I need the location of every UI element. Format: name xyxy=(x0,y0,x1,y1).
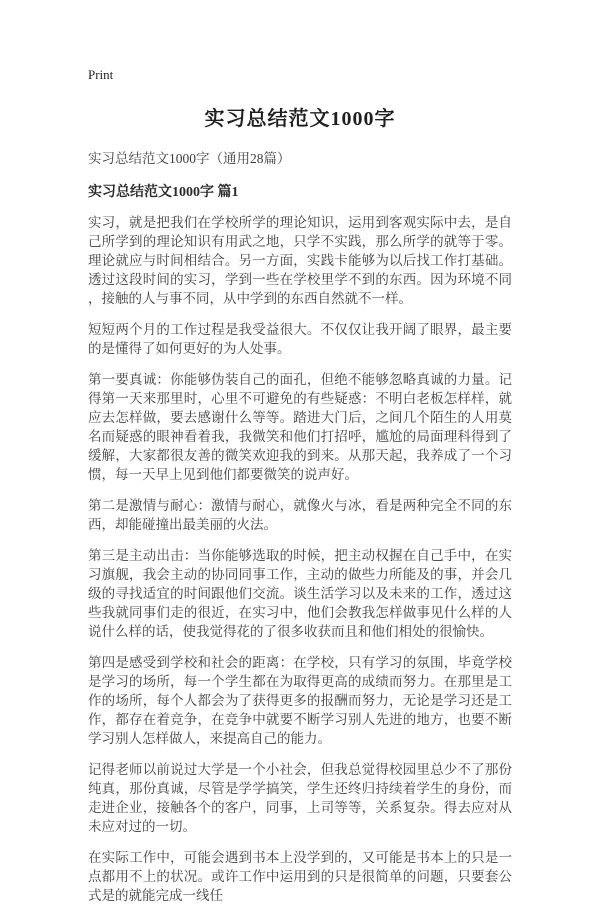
paragraph: 记得老师以前说过大学是一个小社会，但我总觉得校园里总少不了那份纯真，那份真诚，尽管是学学搞笑，学生还终归持续着学生的身份，而走进企业，接触各个的客户，同事，上司等等，关系复杂。得去应对从未应对过的一切。 xyxy=(88,762,512,834)
doc-subtitle: 实习总结范文1000字（通用28篇） xyxy=(88,151,291,166)
paragraph: 短短两个月的工作过程是我受益很大。不仅仅让我开阔了眼界，最主要的是懂得了如何更好的为人处事。 xyxy=(88,322,512,356)
print-link[interactable]: Print xyxy=(88,67,114,82)
paragraph: 第一要真诚：你能够伪装自己的面孔，但绝不能够忽略真诚的力量。记得第一天来那里时，心里不可避免的有些疑惑：不明白老板怎样样，就应去怎样做，要去感谢什么等等。踏进大门后，之间几个陌生的人用莫名而疑惑的眼神看着我，我微笑和他们打招呼，尴尬的局面理科得到了缓解，大家都很友善的微笑欢迎我的到来。从那天起，我养成了一个习惯，每一天早上见到他们都要微笑的说声好。 xyxy=(88,372,512,482)
page-title: 实习总结范文1000字 xyxy=(204,108,396,130)
essay-body xyxy=(88,213,512,905)
paragraph: 第二是激情与耐心：激情与耐心，就像火与冰，看是两种完全不同的东西，却能碰撞出最美丽的火法。 xyxy=(88,498,512,532)
paragraph: 第三是主动出击：当你能够选取的时候，把主动权握在自己手中，在实习旗舰，我会主动的协同同事工作，主动的做些力所能及的事，并会几级的寻找适宜的时间跟他们交流。谈生活学习以及未来的工作，透过这些我就同事们走的很近，在实习中，他们会教我怎样做事见什么样的人说什么样的话，使我觉得花的了很多收获而且和他们相处的很愉快。 xyxy=(88,548,512,639)
section-heading: 实习总结范文1000字 篇1 xyxy=(88,185,239,200)
paragraph: 第四是感受到学校和社会的距离：在学校，只有学习的氛围，毕竟学校是学习的场所，每一个学生都在为取得更高的成绩而努力。在那里是工作的场所，每个人都会为了获得更多的报酬而努力，无论是学习还是工作，都存在着竞争，在竞争中就要不断学习别人先进的地方，也要不断学习别人怎样做人，来提高自己的能力。 xyxy=(88,655,512,746)
paragraph: 在实际工作中，可能会遇到书本上没学到的，又可能是书本上的只是一点都用不上的状况。或许工作中运用到的只是很简单的问题，只要套公式是的就能完成一线任 xyxy=(88,850,512,903)
paragraph: 实习，就是把我们在学校所学的理论知识，运用到客观实际中去，是自己所学到的理论知识有用武之地，只学不实践，那么所学的就等于零。理论就应与时间相结合。另一方面，实践卡能够为以后找工作打基础。透过这段时间的实习，学到一些在学校里学不到的东西。因为环境不同，接触的人与事不同，从中学到的东西自然就不一样。 xyxy=(88,215,512,306)
